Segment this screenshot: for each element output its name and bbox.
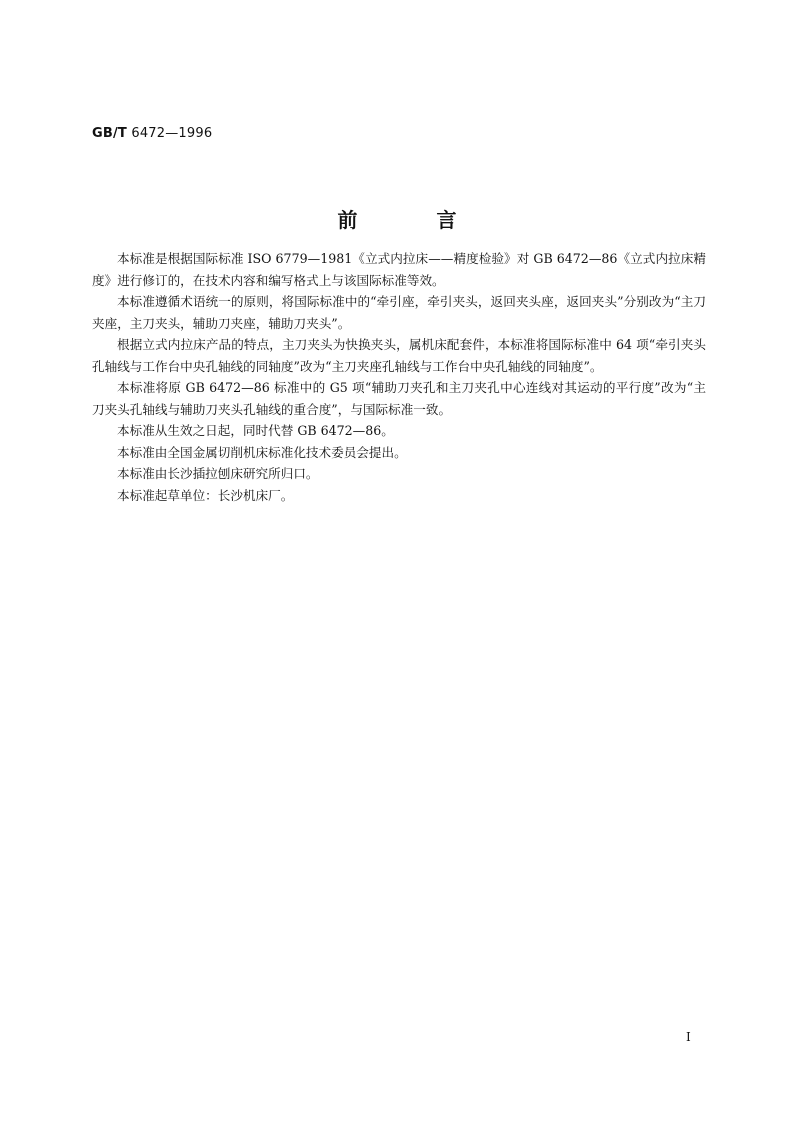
- foreword-body: [92, 248, 706, 506]
- standard-number: [92, 126, 212, 141]
- page-number: I: [686, 1030, 691, 1044]
- standard-code: GB/T: [92, 126, 127, 141]
- paragraph: 本标准起草单位：长沙机床厂。: [117, 487, 294, 503]
- paragraph: 本标准由全国金属切削机床标准化技术委员会提出。: [117, 444, 407, 460]
- paragraph: 本标准由长沙插拉刨床研究所归口。: [117, 466, 319, 481]
- paragraph: 本标准从生效之日起，同时代替 GB 6472—86。: [117, 423, 394, 438]
- paragraph: 根据立式内拉床产品的特点，主刀夹头为快换夹头，属机床配套件，本标准将国际标准中 64 项“牵引夹头孔轴线与工作台中央孔轴线的同轴度”改为“主刀夹座孔轴线与工作台中央孔轴线的同轴度”。: [92, 337, 706, 374]
- paragraph: 本标准遵循术语统一的原则，将国际标准中的“牵引座，牵引夹头，返回夹头座，返回夹头”分别改为“主刀夹座，主刀夹头，辅助刀夹座，辅助刀夹头”。: [92, 294, 706, 331]
- page-title: 前 言: [337, 208, 493, 232]
- paragraph: 本标准将原 GB 6472—86 标准中的 G5 项“辅助刀夹孔和主刀夹孔中心连线对其运动的平行度”改为“主刀夹头孔轴线与辅助刀夹头孔轴线的重合度”，与国际标准一致。: [92, 380, 706, 417]
- standard-year-number: 6472—1996: [131, 126, 213, 141]
- paragraph: 本标准是根据国际标准 ISO 6779—1981《立式内拉床——精度检验》对 GB 6472—86《立式内拉床精度》进行修订的，在技术内容和编写格式上与该国际标准等效。: [92, 251, 706, 288]
